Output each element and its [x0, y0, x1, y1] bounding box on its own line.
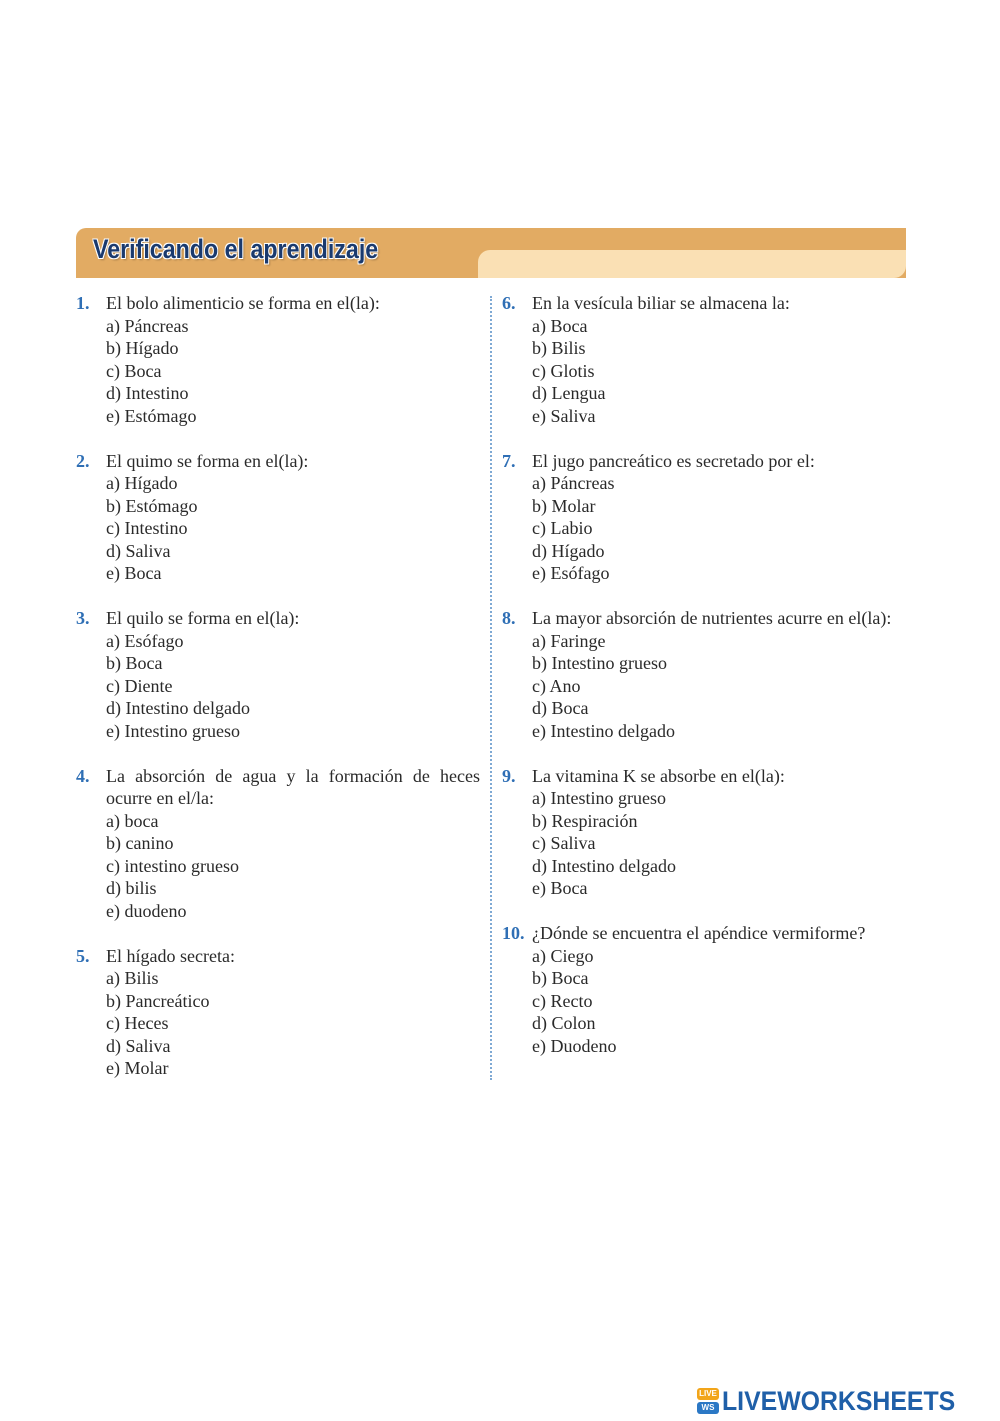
- answer-option[interactable]: a) Páncreas: [106, 315, 189, 336]
- question-number: 9.: [502, 765, 516, 786]
- question-text: El jugo pancreático es secretado por el:: [532, 450, 815, 471]
- answer-option[interactable]: a) Intestino grueso: [532, 788, 666, 808]
- answer-option[interactable]: d) Colon: [532, 1013, 596, 1033]
- question-text: El bolo alimenticio se forma en el(la):: [106, 293, 380, 313]
- answer-option[interactable]: a) Esófago: [106, 630, 184, 651]
- question-item: [502, 607, 912, 742]
- answer-option[interactable]: c) Saliva: [532, 833, 596, 853]
- question-text: ¿Dónde se encuentra el apéndice vermiforme?: [532, 923, 866, 943]
- answer-option[interactable]: c) Heces: [106, 1013, 169, 1033]
- answer-option[interactable]: d) Intestino delgado: [532, 855, 676, 876]
- question-text: El hígado secreta:: [106, 945, 235, 966]
- answer-option[interactable]: c) Labio: [532, 518, 593, 538]
- answer-option[interactable]: e) Esófago: [532, 563, 610, 583]
- answer-option[interactable]: e) Intestino grueso: [106, 720, 240, 741]
- question-body: [532, 292, 912, 427]
- question-number: 5.: [76, 945, 90, 966]
- question-text: El quimo se forma en el(la):: [106, 450, 309, 471]
- question-body: [106, 945, 480, 1080]
- question-text: La absorción de agua y la formación de heces ocurre en el/la:: [106, 765, 480, 808]
- question-number: 10.: [502, 923, 525, 943]
- answer-option[interactable]: c) Diente: [106, 675, 173, 696]
- answer-option[interactable]: d) Saliva: [106, 540, 171, 561]
- question-body: [532, 765, 912, 900]
- liveworksheets-logo[interactable]: [697, 1386, 976, 1416]
- question-body: [106, 292, 480, 427]
- left-column: [76, 292, 480, 1102]
- question-body: [532, 450, 912, 585]
- question-number: 6.: [502, 293, 516, 313]
- answer-option[interactable]: a) Bilis: [106, 968, 159, 988]
- answer-option[interactable]: a) boca: [106, 810, 159, 831]
- logo-mark-icon: [697, 1387, 719, 1415]
- question-number: 8.: [502, 608, 516, 628]
- answer-option[interactable]: c) intestino grueso: [106, 855, 239, 876]
- answer-option[interactable]: d) bilis: [106, 878, 157, 898]
- answer-option[interactable]: a) Hígado: [106, 473, 178, 493]
- question-item: [76, 292, 480, 427]
- answer-option[interactable]: e) Duodeno: [532, 1035, 617, 1056]
- answer-option[interactable]: e) Boca: [106, 563, 162, 583]
- question-body: [106, 450, 480, 585]
- question-body: [106, 765, 480, 923]
- answer-option[interactable]: d) Hígado: [532, 540, 605, 561]
- question-item: [76, 450, 480, 585]
- answer-option[interactable]: c) Recto: [532, 990, 593, 1011]
- logo-text: LIVEWORKSHEETS: [722, 1385, 956, 1416]
- answer-option[interactable]: e) Saliva: [532, 405, 596, 426]
- question-body: [532, 922, 912, 1057]
- question-body: [532, 607, 912, 742]
- question-item: [502, 292, 912, 427]
- answer-option[interactable]: c) Ano: [532, 675, 581, 696]
- answer-option[interactable]: b) Hígado: [106, 338, 179, 358]
- question-item: [76, 765, 480, 923]
- answer-option[interactable]: b) canino: [106, 833, 174, 853]
- answer-option[interactable]: a) Boca: [532, 315, 588, 336]
- answer-option[interactable]: e) Estómago: [106, 405, 197, 426]
- answer-option[interactable]: c) Intestino: [106, 518, 188, 538]
- answer-option[interactable]: b) Pancreático: [106, 990, 210, 1011]
- answer-option[interactable]: e) duodeno: [106, 900, 187, 921]
- question-number: 4.: [76, 765, 90, 786]
- answer-option[interactable]: b) Molar: [532, 495, 596, 516]
- answer-option[interactable]: b) Estómago: [106, 495, 198, 516]
- question-text: El quilo se forma en el(la):: [106, 608, 300, 628]
- answer-option[interactable]: a) Faringe: [532, 630, 606, 651]
- answer-option[interactable]: d) Boca: [532, 698, 589, 718]
- question-number: 3.: [76, 608, 90, 628]
- question-item: [76, 607, 480, 742]
- answer-option[interactable]: c) Boca: [106, 360, 162, 381]
- answer-option[interactable]: a) Páncreas: [532, 473, 615, 493]
- page-title: Verificando el aprendizaje: [93, 234, 379, 264]
- logo-mark-top: LIVE: [697, 1388, 719, 1400]
- answer-option[interactable]: a) Ciego: [532, 945, 594, 966]
- column-divider: [490, 296, 492, 1080]
- question-number: 1.: [76, 293, 90, 313]
- answer-option[interactable]: b) Boca: [532, 968, 589, 988]
- question-number: 7.: [502, 450, 516, 471]
- question-body: [106, 607, 480, 742]
- question-text: La vitamina K se absorbe en el(la):: [532, 765, 785, 786]
- answer-option[interactable]: b) Intestino grueso: [532, 653, 667, 673]
- right-column: [502, 292, 912, 1080]
- question-item: [502, 765, 912, 900]
- answer-option[interactable]: d) Lengua: [532, 383, 606, 403]
- question-item: [502, 450, 912, 585]
- question-item: [76, 945, 480, 1080]
- question-item: [502, 922, 912, 1057]
- question-number: 2.: [76, 450, 90, 471]
- answer-option[interactable]: e) Boca: [532, 878, 588, 898]
- answer-option[interactable]: d) Intestino: [106, 383, 189, 403]
- answer-option[interactable]: b) Respiración: [532, 810, 638, 831]
- question-text: La mayor absorción de nutrientes acurre en el(la):: [532, 608, 892, 628]
- answer-option[interactable]: d) Intestino delgado: [106, 698, 250, 718]
- answer-option[interactable]: e) Intestino delgado: [532, 720, 675, 741]
- answer-option[interactable]: e) Molar: [106, 1058, 169, 1078]
- question-text: En la vesícula biliar se almacena la:: [532, 293, 790, 313]
- header-banner-accent: [478, 250, 906, 278]
- answer-option[interactable]: b) Bilis: [532, 338, 586, 358]
- answer-option[interactable]: c) Glotis: [532, 360, 595, 381]
- answer-option[interactable]: d) Saliva: [106, 1035, 171, 1056]
- answer-option[interactable]: b) Boca: [106, 653, 163, 673]
- logo-mark-bottom: WS: [697, 1402, 719, 1414]
